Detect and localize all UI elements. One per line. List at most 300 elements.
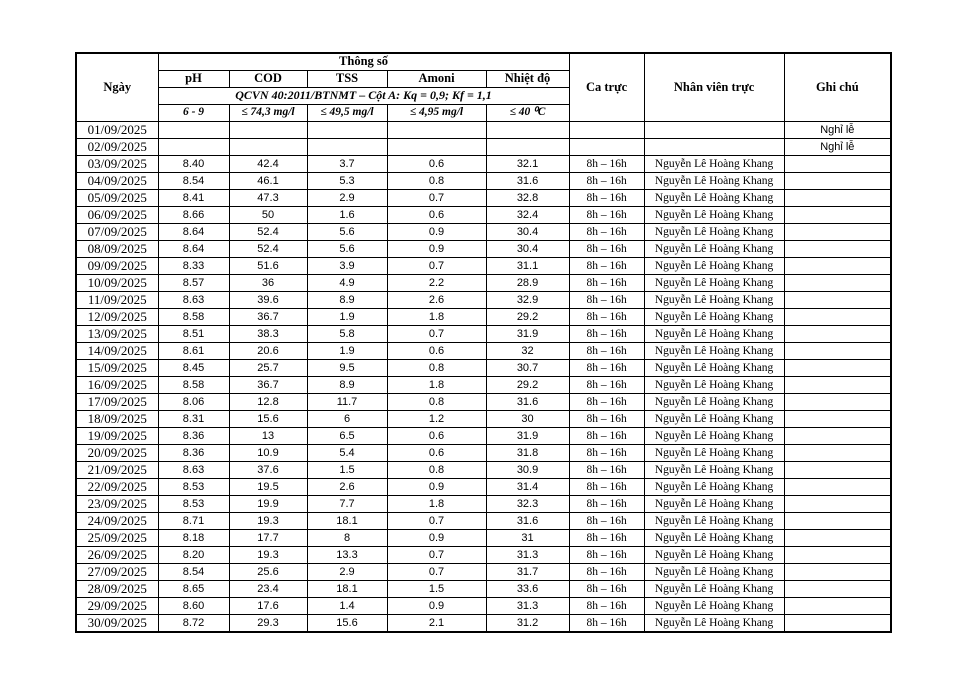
limit-temperature: ≤ 40 ⁰C	[486, 104, 569, 121]
cell-temperature: 30.4	[486, 240, 569, 257]
cell-cod: 19.9	[229, 495, 307, 512]
cell-note	[784, 155, 891, 172]
cell-tss: 3.9	[307, 257, 387, 274]
cell-staff: Nguyễn Lê Hoàng Khang	[644, 410, 784, 427]
cell-note	[784, 257, 891, 274]
cell-date: 15/09/2025	[76, 359, 158, 376]
cell-cod: 38.3	[229, 325, 307, 342]
table-row	[76, 529, 891, 546]
cell-cod: 46.1	[229, 172, 307, 189]
cell-shift: 8h – 16h	[569, 393, 644, 410]
cell-ph: 8.57	[158, 274, 229, 291]
cell-cod: 51.6	[229, 257, 307, 274]
col-header-parameters: Thông số	[158, 53, 569, 70]
table-row	[76, 495, 891, 512]
cell-tss: 18.1	[307, 580, 387, 597]
cell-date: 23/09/2025	[76, 495, 158, 512]
cell-tss: 7.7	[307, 495, 387, 512]
cell-amoni: 0.8	[387, 461, 486, 478]
cell-tss: 5.8	[307, 325, 387, 342]
cell-tss: 8.9	[307, 376, 387, 393]
cell-note	[784, 376, 891, 393]
cell-date: 25/09/2025	[76, 529, 158, 546]
cell-cod: 19.5	[229, 478, 307, 495]
cell-date: 16/09/2025	[76, 376, 158, 393]
cell-tss: 4.9	[307, 274, 387, 291]
cell-note	[784, 444, 891, 461]
col-header-temperature: Nhiệt độ	[486, 70, 569, 87]
cell-staff: Nguyễn Lê Hoàng Khang	[644, 580, 784, 597]
cell-amoni: 2.1	[387, 614, 486, 632]
cell-note	[784, 342, 891, 359]
table-row	[76, 342, 891, 359]
cell-ph: 8.54	[158, 172, 229, 189]
cell-shift: 8h – 16h	[569, 189, 644, 206]
table-row	[76, 223, 891, 240]
cell-date: 29/09/2025	[76, 597, 158, 614]
cell-ph: 8.36	[158, 427, 229, 444]
table-row	[76, 410, 891, 427]
cell-amoni: 0.6	[387, 427, 486, 444]
table-row	[76, 155, 891, 172]
cell-temperature: 29.2	[486, 308, 569, 325]
cell-date: 21/09/2025	[76, 461, 158, 478]
cell-date: 26/09/2025	[76, 546, 158, 563]
cell-ph: 8.45	[158, 359, 229, 376]
water-quality-monitoring-table	[75, 52, 892, 633]
cell-amoni: 2.6	[387, 291, 486, 308]
cell-tss: 2.6	[307, 478, 387, 495]
cell-amoni: 0.6	[387, 155, 486, 172]
cell-staff: Nguyễn Lê Hoàng Khang	[644, 495, 784, 512]
cell-staff: Nguyễn Lê Hoàng Khang	[644, 376, 784, 393]
cell-temperature: 33.6	[486, 580, 569, 597]
cell-shift: 8h – 16h	[569, 580, 644, 597]
col-header-notes: Ghi chú	[784, 53, 891, 121]
col-header-tss: TSS	[307, 70, 387, 87]
cell-staff: Nguyễn Lê Hoàng Khang	[644, 155, 784, 172]
cell-staff: Nguyễn Lê Hoàng Khang	[644, 291, 784, 308]
col-header-cod: COD	[229, 70, 307, 87]
cell-temperature: 31.8	[486, 444, 569, 461]
cell-ph: 8.18	[158, 529, 229, 546]
cell-note	[784, 223, 891, 240]
cell-cod: 36.7	[229, 376, 307, 393]
cell-shift: 8h – 16h	[569, 614, 644, 632]
cell-temperature: 32.8	[486, 189, 569, 206]
cell-cod: 23.4	[229, 580, 307, 597]
cell-staff: Nguyễn Lê Hoàng Khang	[644, 597, 784, 614]
cell-temperature: 32.3	[486, 495, 569, 512]
cell-cod: 19.3	[229, 512, 307, 529]
table-header	[76, 53, 891, 121]
cell-ph: 8.64	[158, 240, 229, 257]
cell-amoni	[387, 121, 486, 138]
cell-ph: 8.36	[158, 444, 229, 461]
cell-shift: 8h – 16h	[569, 529, 644, 546]
cell-staff: Nguyễn Lê Hoàng Khang	[644, 308, 784, 325]
cell-staff	[644, 121, 784, 138]
cell-cod: 47.3	[229, 189, 307, 206]
cell-amoni: 1.2	[387, 410, 486, 427]
cell-shift: 8h – 16h	[569, 444, 644, 461]
cell-staff: Nguyễn Lê Hoàng Khang	[644, 512, 784, 529]
cell-cod	[229, 138, 307, 155]
cell-shift: 8h – 16h	[569, 172, 644, 189]
cell-note	[784, 614, 891, 632]
cell-tss: 1.4	[307, 597, 387, 614]
cell-shift: 8h – 16h	[569, 291, 644, 308]
table-row	[76, 121, 891, 138]
cell-tss: 18.1	[307, 512, 387, 529]
cell-temperature	[486, 138, 569, 155]
cell-amoni: 0.6	[387, 206, 486, 223]
table-row	[76, 257, 891, 274]
cell-shift: 8h – 16h	[569, 240, 644, 257]
cell-tss: 5.6	[307, 240, 387, 257]
cell-temperature: 30.7	[486, 359, 569, 376]
cell-temperature: 28.9	[486, 274, 569, 291]
cell-tss	[307, 138, 387, 155]
table-row	[76, 308, 891, 325]
cell-date: 07/09/2025	[76, 223, 158, 240]
cell-cod: 10.9	[229, 444, 307, 461]
cell-date: 05/09/2025	[76, 189, 158, 206]
cell-date: 18/09/2025	[76, 410, 158, 427]
cell-tss: 8.9	[307, 291, 387, 308]
cell-date: 22/09/2025	[76, 478, 158, 495]
cell-staff: Nguyễn Lê Hoàng Khang	[644, 461, 784, 478]
cell-note	[784, 546, 891, 563]
cell-temperature: 31.1	[486, 257, 569, 274]
table-row	[76, 138, 891, 155]
cell-cod: 39.6	[229, 291, 307, 308]
cell-staff: Nguyễn Lê Hoàng Khang	[644, 563, 784, 580]
cell-note	[784, 393, 891, 410]
cell-cod: 20.6	[229, 342, 307, 359]
cell-amoni: 1.8	[387, 376, 486, 393]
cell-date: 04/09/2025	[76, 172, 158, 189]
cell-shift: 8h – 16h	[569, 461, 644, 478]
cell-date: 14/09/2025	[76, 342, 158, 359]
table-row	[76, 512, 891, 529]
cell-date: 12/09/2025	[76, 308, 158, 325]
cell-shift: 8h – 16h	[569, 274, 644, 291]
cell-temperature: 30	[486, 410, 569, 427]
cell-amoni: 2.2	[387, 274, 486, 291]
cell-note	[784, 563, 891, 580]
cell-staff: Nguyễn Lê Hoàng Khang	[644, 325, 784, 342]
cell-temperature: 32	[486, 342, 569, 359]
cell-shift: 8h – 16h	[569, 325, 644, 342]
cell-ph: 8.53	[158, 478, 229, 495]
cell-note: Nghỉ lễ	[784, 138, 891, 155]
cell-tss: 1.5	[307, 461, 387, 478]
table-body	[76, 121, 891, 632]
cell-ph: 8.41	[158, 189, 229, 206]
cell-tss: 1.9	[307, 308, 387, 325]
cell-tss: 6	[307, 410, 387, 427]
cell-ph: 8.65	[158, 580, 229, 597]
cell-amoni: 0.9	[387, 240, 486, 257]
cell-staff: Nguyễn Lê Hoàng Khang	[644, 189, 784, 206]
cell-amoni	[387, 138, 486, 155]
limit-ph: 6 - 9	[158, 104, 229, 121]
cell-date: 17/09/2025	[76, 393, 158, 410]
header-row-group	[76, 53, 891, 70]
limit-cod: ≤ 74,3 mg/l	[229, 104, 307, 121]
cell-staff: Nguyễn Lê Hoàng Khang	[644, 546, 784, 563]
table-row	[76, 444, 891, 461]
cell-note	[784, 308, 891, 325]
cell-shift: 8h – 16h	[569, 563, 644, 580]
cell-note: Nghỉ lễ	[784, 121, 891, 138]
cell-note	[784, 580, 891, 597]
cell-ph: 8.58	[158, 376, 229, 393]
cell-amoni: 0.9	[387, 478, 486, 495]
cell-date: 30/09/2025	[76, 614, 158, 632]
cell-date: 24/09/2025	[76, 512, 158, 529]
table-row	[76, 189, 891, 206]
limit-tss: ≤ 49,5 mg/l	[307, 104, 387, 121]
table-row	[76, 376, 891, 393]
cell-note	[784, 274, 891, 291]
table-row	[76, 393, 891, 410]
cell-ph: 8.51	[158, 325, 229, 342]
cell-tss: 5.3	[307, 172, 387, 189]
cell-cod: 29.3	[229, 614, 307, 632]
cell-staff: Nguyễn Lê Hoàng Khang	[644, 240, 784, 257]
cell-temperature: 30.9	[486, 461, 569, 478]
cell-staff: Nguyễn Lê Hoàng Khang	[644, 393, 784, 410]
cell-temperature: 31.9	[486, 427, 569, 444]
cell-cod: 13	[229, 427, 307, 444]
cell-temperature: 32.9	[486, 291, 569, 308]
cell-tss: 1.9	[307, 342, 387, 359]
cell-temperature: 31.6	[486, 512, 569, 529]
cell-note	[784, 512, 891, 529]
table-row	[76, 291, 891, 308]
cell-date: 28/09/2025	[76, 580, 158, 597]
cell-amoni: 0.8	[387, 393, 486, 410]
cell-tss: 9.5	[307, 359, 387, 376]
table-row	[76, 461, 891, 478]
cell-cod: 52.4	[229, 240, 307, 257]
cell-cod: 19.3	[229, 546, 307, 563]
table-row	[76, 359, 891, 376]
cell-shift: 8h – 16h	[569, 512, 644, 529]
cell-staff: Nguyễn Lê Hoàng Khang	[644, 257, 784, 274]
cell-staff: Nguyễn Lê Hoàng Khang	[644, 427, 784, 444]
cell-date: 01/09/2025	[76, 121, 158, 138]
cell-cod: 36.7	[229, 308, 307, 325]
cell-temperature: 31.6	[486, 172, 569, 189]
table-row	[76, 580, 891, 597]
cell-tss: 1.6	[307, 206, 387, 223]
cell-shift	[569, 121, 644, 138]
cell-date: 10/09/2025	[76, 274, 158, 291]
cell-ph: 8.71	[158, 512, 229, 529]
table-row	[76, 614, 891, 632]
cell-temperature: 30.4	[486, 223, 569, 240]
cell-temperature: 31.3	[486, 546, 569, 563]
cell-tss: 11.7	[307, 393, 387, 410]
cell-temperature: 32.1	[486, 155, 569, 172]
cell-ph: 8.63	[158, 461, 229, 478]
cell-ph: 8.61	[158, 342, 229, 359]
cell-tss: 2.9	[307, 563, 387, 580]
cell-tss	[307, 121, 387, 138]
cell-amoni: 0.7	[387, 512, 486, 529]
table-row	[76, 427, 891, 444]
cell-note	[784, 240, 891, 257]
cell-cod: 15.6	[229, 410, 307, 427]
cell-staff: Nguyễn Lê Hoàng Khang	[644, 478, 784, 495]
cell-staff	[644, 138, 784, 155]
cell-shift: 8h – 16h	[569, 410, 644, 427]
cell-shift: 8h – 16h	[569, 427, 644, 444]
cell-shift: 8h – 16h	[569, 495, 644, 512]
cell-date: 19/09/2025	[76, 427, 158, 444]
cell-note	[784, 189, 891, 206]
cell-note	[784, 495, 891, 512]
table-row	[76, 206, 891, 223]
cell-note	[784, 172, 891, 189]
cell-shift: 8h – 16h	[569, 597, 644, 614]
cell-note	[784, 206, 891, 223]
table-row	[76, 172, 891, 189]
cell-amoni: 0.7	[387, 189, 486, 206]
cell-ph: 8.20	[158, 546, 229, 563]
cell-note	[784, 478, 891, 495]
cell-ph: 8.58	[158, 308, 229, 325]
cell-date: 11/09/2025	[76, 291, 158, 308]
cell-amoni: 0.7	[387, 325, 486, 342]
table-row	[76, 240, 891, 257]
cell-staff: Nguyễn Lê Hoàng Khang	[644, 274, 784, 291]
table-row	[76, 597, 891, 614]
cell-tss: 5.4	[307, 444, 387, 461]
cell-temperature: 31	[486, 529, 569, 546]
table-row	[76, 274, 891, 291]
cell-ph: 8.72	[158, 614, 229, 632]
cell-temperature: 31.3	[486, 597, 569, 614]
cell-shift: 8h – 16h	[569, 376, 644, 393]
cell-cod: 42.4	[229, 155, 307, 172]
cell-staff: Nguyễn Lê Hoàng Khang	[644, 223, 784, 240]
table-row	[76, 546, 891, 563]
cell-shift: 8h – 16h	[569, 359, 644, 376]
cell-note	[784, 359, 891, 376]
cell-cod	[229, 121, 307, 138]
cell-tss: 3.7	[307, 155, 387, 172]
cell-ph	[158, 121, 229, 138]
cell-temperature: 31.9	[486, 325, 569, 342]
cell-shift: 8h – 16h	[569, 206, 644, 223]
cell-amoni: 0.9	[387, 223, 486, 240]
cell-ph: 8.33	[158, 257, 229, 274]
cell-amoni: 0.9	[387, 529, 486, 546]
col-header-ph: pH	[158, 70, 229, 87]
cell-amoni: 1.8	[387, 308, 486, 325]
cell-cod: 12.8	[229, 393, 307, 410]
cell-note	[784, 529, 891, 546]
limit-amoni: ≤ 4,95 mg/l	[387, 104, 486, 121]
col-header-date: Ngày	[76, 53, 158, 121]
cell-shift: 8h – 16h	[569, 155, 644, 172]
cell-tss: 5.6	[307, 223, 387, 240]
col-header-shift: Ca trực	[569, 53, 644, 121]
qcvn-standard-label: QCVN 40:2011/BTNMT – Cột A: Kq = 0,9; Kf = 1,1	[158, 87, 569, 104]
cell-date: 20/09/2025	[76, 444, 158, 461]
col-header-amoni: Amoni	[387, 70, 486, 87]
cell-date: 27/09/2025	[76, 563, 158, 580]
cell-amoni: 0.8	[387, 172, 486, 189]
cell-cod: 37.6	[229, 461, 307, 478]
cell-staff: Nguyễn Lê Hoàng Khang	[644, 359, 784, 376]
cell-staff: Nguyễn Lê Hoàng Khang	[644, 444, 784, 461]
cell-date: 08/09/2025	[76, 240, 158, 257]
cell-temperature: 31.2	[486, 614, 569, 632]
cell-amoni: 0.9	[387, 597, 486, 614]
cell-cod: 50	[229, 206, 307, 223]
cell-note	[784, 597, 891, 614]
cell-cod: 52.4	[229, 223, 307, 240]
cell-shift: 8h – 16h	[569, 257, 644, 274]
cell-ph: 8.66	[158, 206, 229, 223]
table-row	[76, 563, 891, 580]
cell-date: 02/09/2025	[76, 138, 158, 155]
cell-shift: 8h – 16h	[569, 223, 644, 240]
cell-shift	[569, 138, 644, 155]
cell-note	[784, 410, 891, 427]
cell-date: 09/09/2025	[76, 257, 158, 274]
cell-amoni: 0.8	[387, 359, 486, 376]
cell-staff: Nguyễn Lê Hoàng Khang	[644, 529, 784, 546]
cell-temperature	[486, 121, 569, 138]
cell-ph: 8.63	[158, 291, 229, 308]
cell-cod: 25.6	[229, 563, 307, 580]
cell-note	[784, 427, 891, 444]
cell-date: 13/09/2025	[76, 325, 158, 342]
cell-temperature: 31.4	[486, 478, 569, 495]
cell-shift: 8h – 16h	[569, 546, 644, 563]
cell-temperature: 29.2	[486, 376, 569, 393]
cell-temperature: 31.6	[486, 393, 569, 410]
cell-staff: Nguyễn Lê Hoàng Khang	[644, 342, 784, 359]
cell-amoni: 0.6	[387, 342, 486, 359]
cell-tss: 13.3	[307, 546, 387, 563]
cell-ph: 8.31	[158, 410, 229, 427]
cell-tss: 15.6	[307, 614, 387, 632]
cell-tss: 8	[307, 529, 387, 546]
cell-amoni: 0.6	[387, 444, 486, 461]
cell-cod: 36	[229, 274, 307, 291]
cell-tss: 6.5	[307, 427, 387, 444]
col-header-staff: Nhân viên trực	[644, 53, 784, 121]
cell-staff: Nguyễn Lê Hoàng Khang	[644, 206, 784, 223]
cell-staff: Nguyễn Lê Hoàng Khang	[644, 614, 784, 632]
cell-amoni: 0.7	[387, 546, 486, 563]
cell-ph: 8.54	[158, 563, 229, 580]
cell-amoni: 1.5	[387, 580, 486, 597]
cell-cod: 25.7	[229, 359, 307, 376]
cell-shift: 8h – 16h	[569, 308, 644, 325]
cell-cod: 17.6	[229, 597, 307, 614]
cell-ph: 8.60	[158, 597, 229, 614]
cell-ph	[158, 138, 229, 155]
cell-ph: 8.40	[158, 155, 229, 172]
